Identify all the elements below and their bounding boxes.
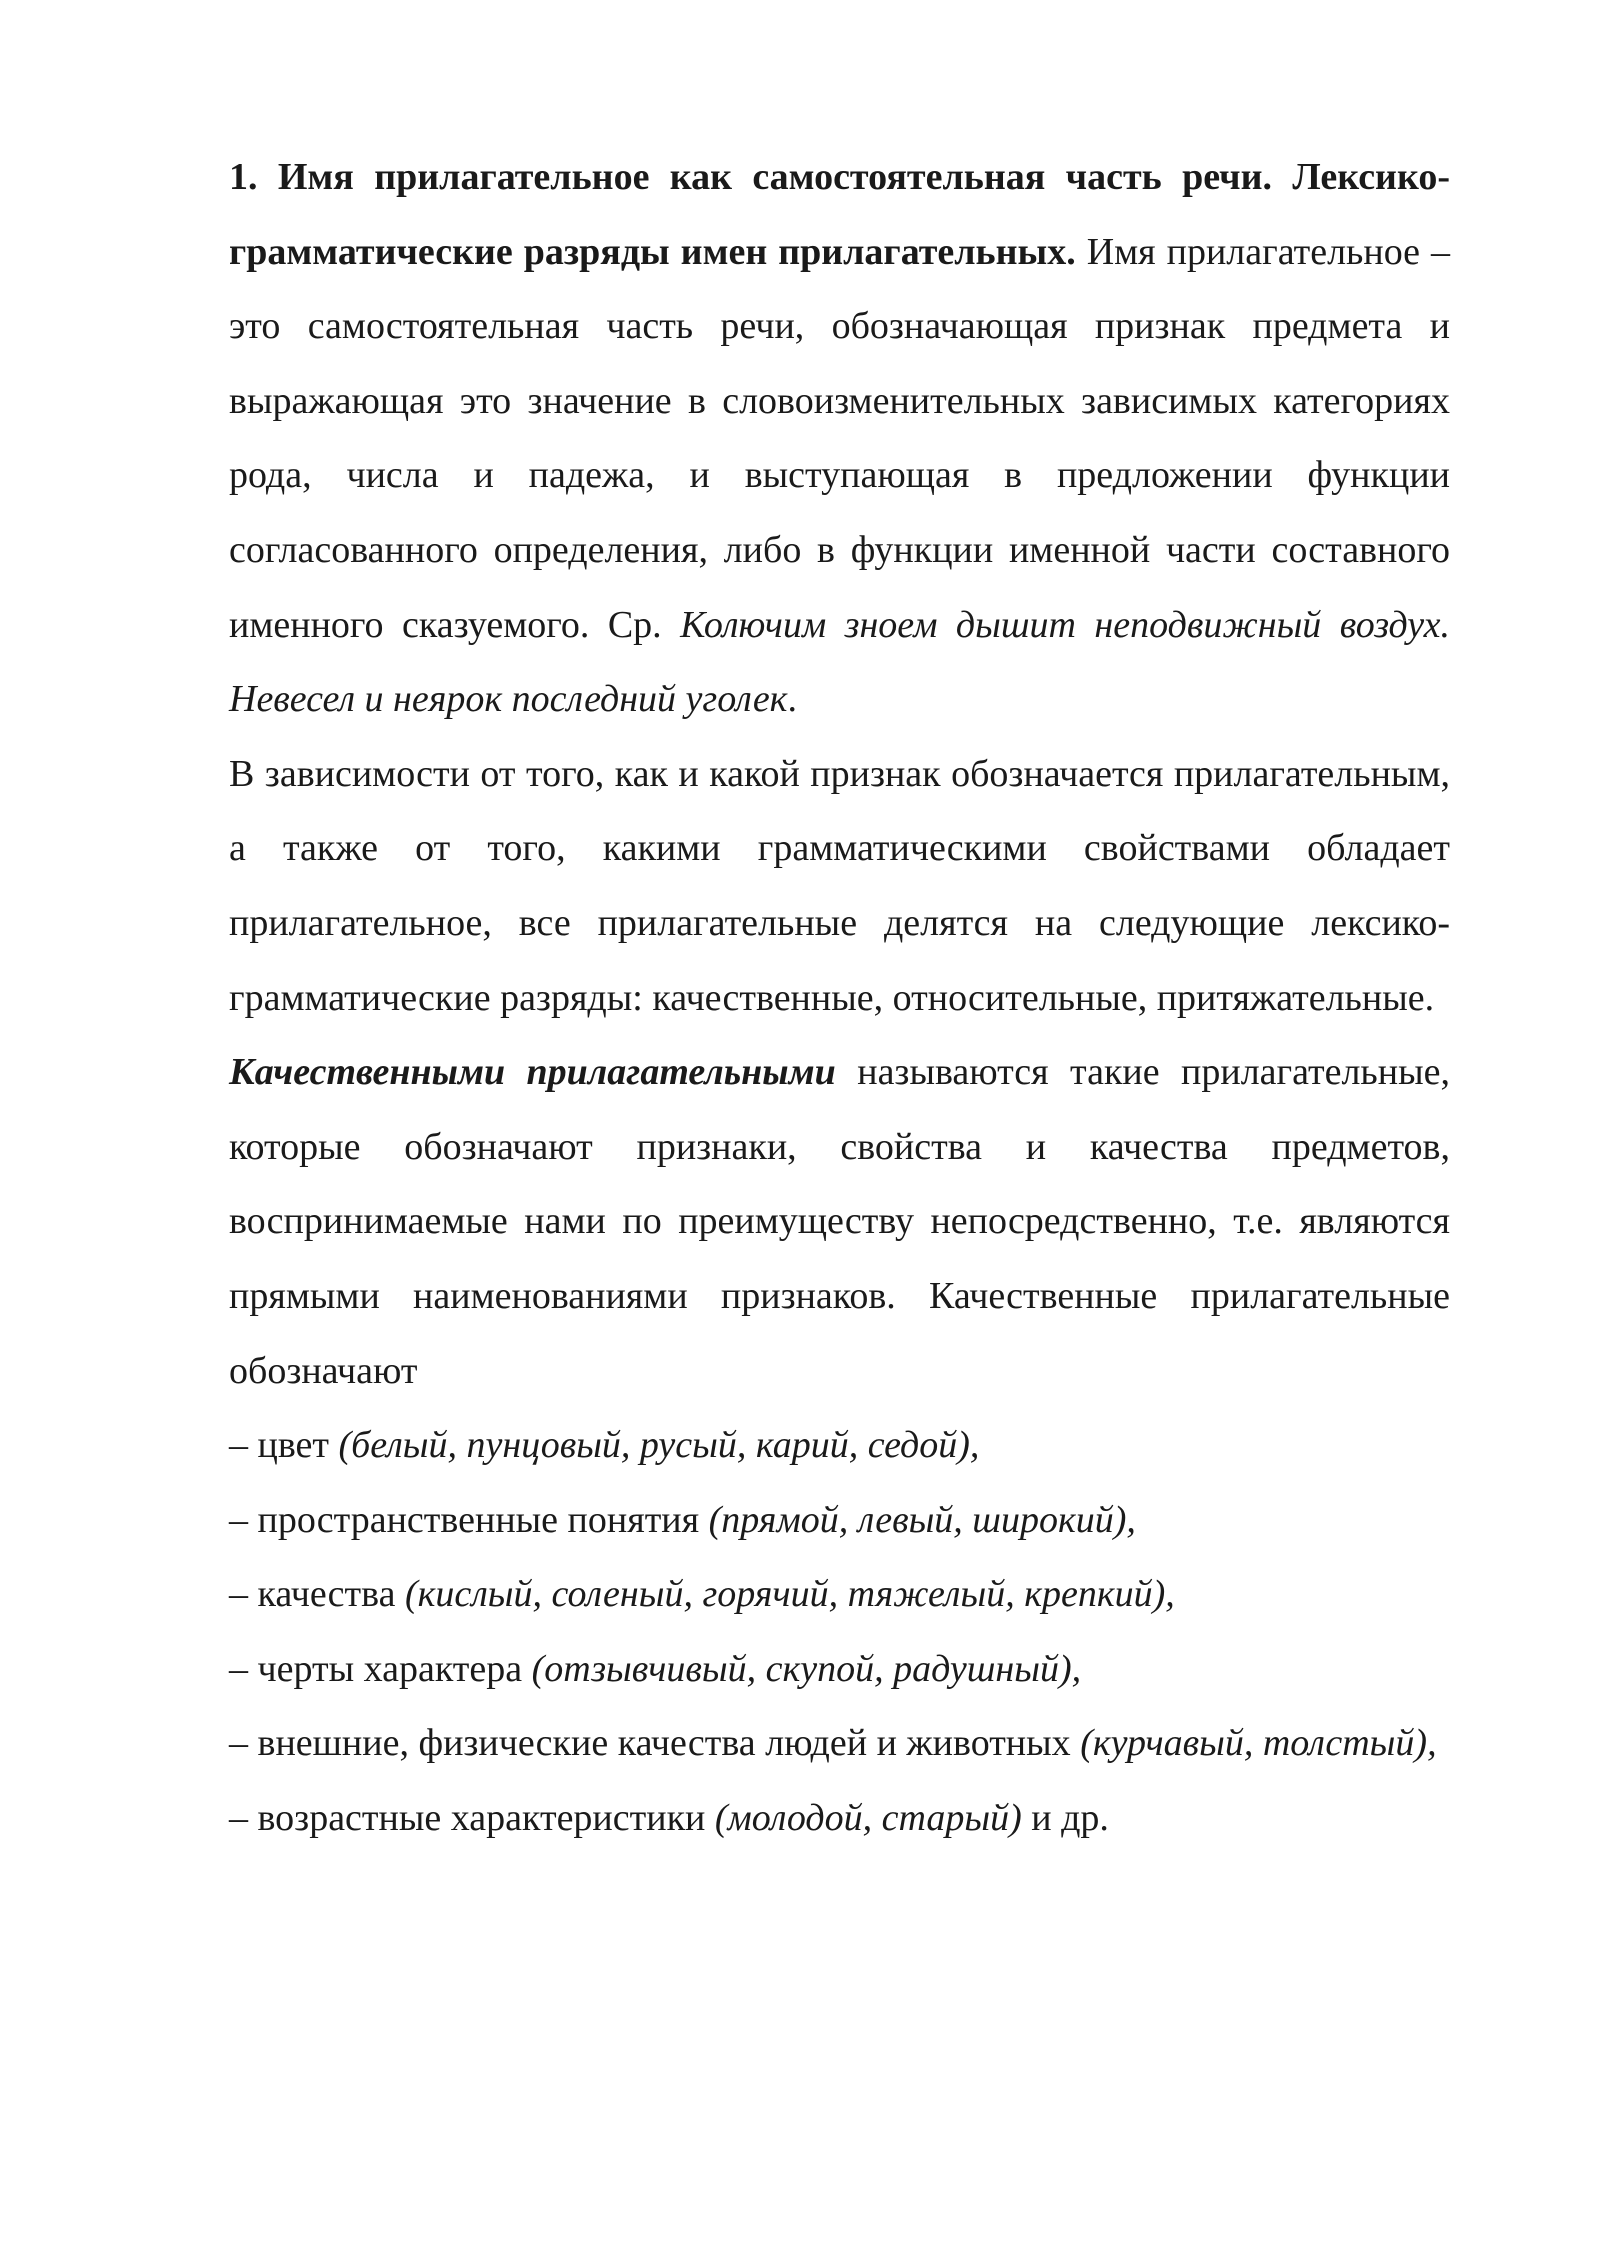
list-item: [229, 1408, 1450, 1483]
list-item-label: – цвет: [229, 1424, 330, 1467]
intro-example: Колючим зноем дышит неподвижный воздух. Невесел и неярок последний уголек: [229, 603, 1451, 721]
list-item-label: – возрастные характеристики: [229, 1797, 706, 1840]
list-item: [229, 1706, 1450, 1781]
intro-paragraph: [229, 140, 1450, 737]
list-item-label: – внешние, физические качества людей и животных: [229, 1722, 1071, 1765]
list-item-examples: (прямой, левый, широкий),: [708, 1498, 1136, 1541]
list-item-examples: (белый, пунцовый, русый, карий, седой),: [338, 1424, 980, 1467]
qualitative-text: называются такие прилагательные, которые обозначают признаки, свойства и качества предметов, воспринимаемые нами по преимуществу непосредственно, т.е. являются прямыми наименованиями признаков. Качественные прилагательные обозначают: [229, 1051, 1450, 1392]
qualitative-term: Качественными прилагательными: [229, 1051, 836, 1094]
list-item-examples: (молодой, старый): [714, 1797, 1022, 1840]
list-item-tail: и др.: [1031, 1797, 1109, 1840]
qualitative-paragraph: [229, 1035, 1450, 1408]
section-heading: Имя прилагательное как самостоятельная часть речи. Лексико-грамматические разряды имен прилагательных.: [229, 156, 1451, 273]
intro-end: .: [787, 678, 797, 721]
list-item: [229, 1632, 1450, 1707]
list-item-examples: (отзывчивый, скупой, радушный),: [531, 1647, 1082, 1690]
intro-text: Имя прилагательное – это самостоятельная часть речи, обозначающая признак предмета и выражающая это значение в словоизменительных зависимых категориях рода, числа и падежа, и выступающая в предложении функции согласованного определения, либо в функции именной части составного именного сказуемого. Ср.: [229, 230, 1450, 646]
list-item-label: – качества: [229, 1573, 396, 1616]
list-item-label: – черты характера: [229, 1647, 523, 1690]
section-number: 1.: [229, 156, 258, 198]
document-page: [229, 140, 1450, 1856]
list-item-label: – пространственные понятия: [229, 1498, 700, 1541]
list-item-examples: (курчавый, толстый),: [1080, 1722, 1437, 1765]
list-item-examples: (кислый, соленый, горячий, тяжелый, крепкий),: [404, 1573, 1175, 1616]
list-item: [229, 1781, 1450, 1856]
classification-paragraph: В зависимости от того, как и какой признак обозначается прилагательным, а также от того, какими грамматическими свойствами обладает прилагательное, все прилагательные делятся на следующие лексико-грамматические разряды: качественные, относительные, притяжательные.: [229, 752, 1450, 1019]
list-item: [229, 1557, 1450, 1632]
list-item: [229, 1483, 1450, 1558]
